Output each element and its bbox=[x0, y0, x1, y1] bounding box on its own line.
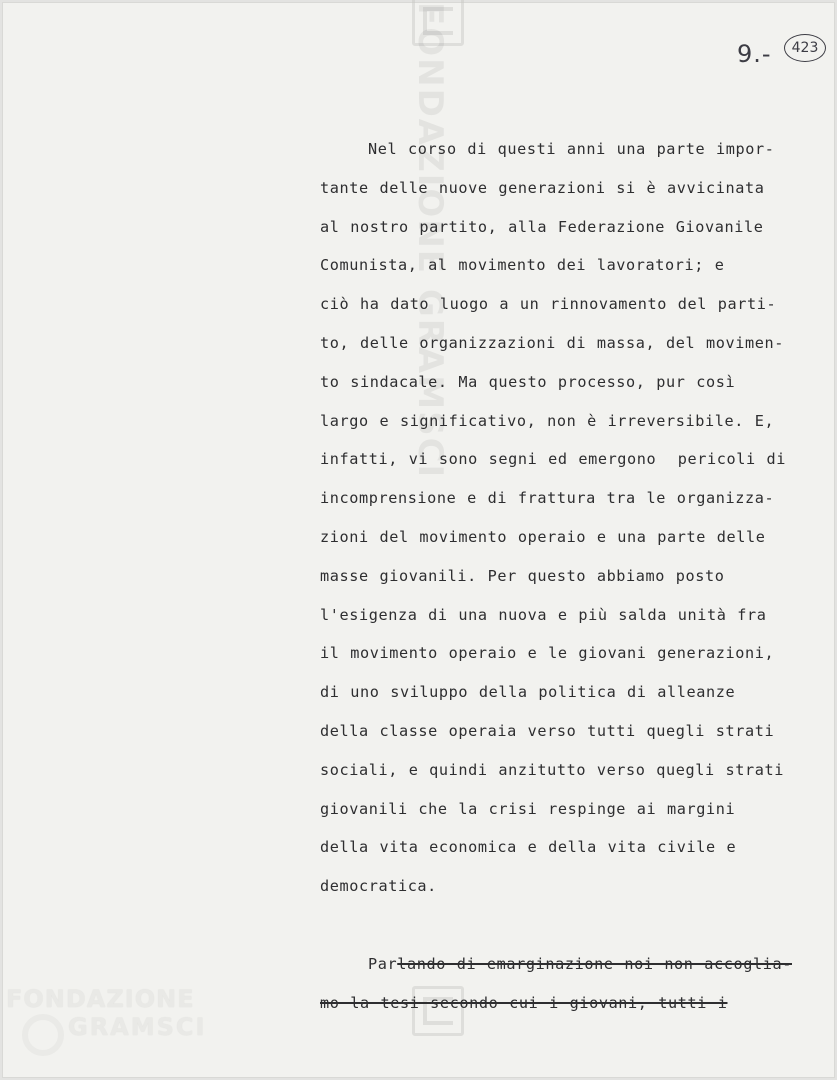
typewritten-text bbox=[320, 135, 790, 1027]
text-line: della classe operaia verso tutti quegli strati bbox=[320, 721, 775, 740]
struck-text-line bbox=[320, 989, 790, 1028]
text-line: l'esigenza di una nuova e più salda unità fra bbox=[320, 605, 767, 624]
text-line: Comunista, al movimento dei lavoratori; e bbox=[320, 256, 725, 275]
text-line: il movimento operaio e le giovani generazioni, bbox=[320, 644, 775, 663]
text-line: masse giovanili. Per questo abbiamo posto bbox=[320, 566, 725, 585]
text-line: tante delle nuove generazioni si è avvicinata bbox=[320, 178, 765, 197]
paragraph-gap bbox=[320, 911, 790, 950]
text-line: giovanili che la crisi respinge ai margini bbox=[320, 799, 736, 818]
logo-line-1: FONDAZIONE bbox=[6, 985, 195, 1013]
struck-text-segment: mo la tesi secondo cui i giovani, tutti i bbox=[320, 993, 728, 1012]
logo-line-2: GRAMSCI bbox=[68, 1013, 207, 1041]
text-line: al nostro partito, alla Federazione Giovanile bbox=[320, 217, 764, 236]
document-page bbox=[2, 2, 835, 1078]
text-line: sociali, e quindi anzitutto verso quegli strati bbox=[320, 760, 784, 779]
vertical-watermark-text: FONDAZIONE GRAMSCI bbox=[410, 2, 450, 480]
text-line: della vita economica e della vita civile e bbox=[320, 838, 737, 857]
text-line: infatti, vi sono segni ed emergono pericoli di bbox=[320, 450, 786, 469]
text-line: di uno sviluppo della politica di alleanze bbox=[320, 683, 736, 702]
text-line: incomprensione e di frattura tra le organizza- bbox=[320, 489, 775, 508]
gramsci-g-logo-icon bbox=[22, 1014, 64, 1056]
text-line: largo e significativo, non è irreversibile. E, bbox=[320, 411, 775, 430]
struck-text-segment: lando di emarginazione noi non accoglia- bbox=[397, 954, 792, 973]
text-line: democratica. bbox=[320, 877, 437, 896]
archive-number-circled: 423 bbox=[784, 34, 826, 62]
text-line: ciò ha dato luogo a un rinnovamento del parti- bbox=[320, 295, 777, 314]
text-segment: Par bbox=[368, 954, 398, 973]
text-line: to sindacale. Ma questo processo, pur così bbox=[320, 372, 736, 391]
page-number: 9.- bbox=[737, 40, 772, 68]
text-line: to, delle organizzazioni di massa, del movimen- bbox=[320, 333, 784, 352]
struck-text-line bbox=[320, 950, 790, 989]
text-line: Nel corso di questi anni una parte impor- bbox=[368, 140, 775, 158]
text-line: zioni del movimento operaio e una parte delle bbox=[320, 527, 766, 546]
